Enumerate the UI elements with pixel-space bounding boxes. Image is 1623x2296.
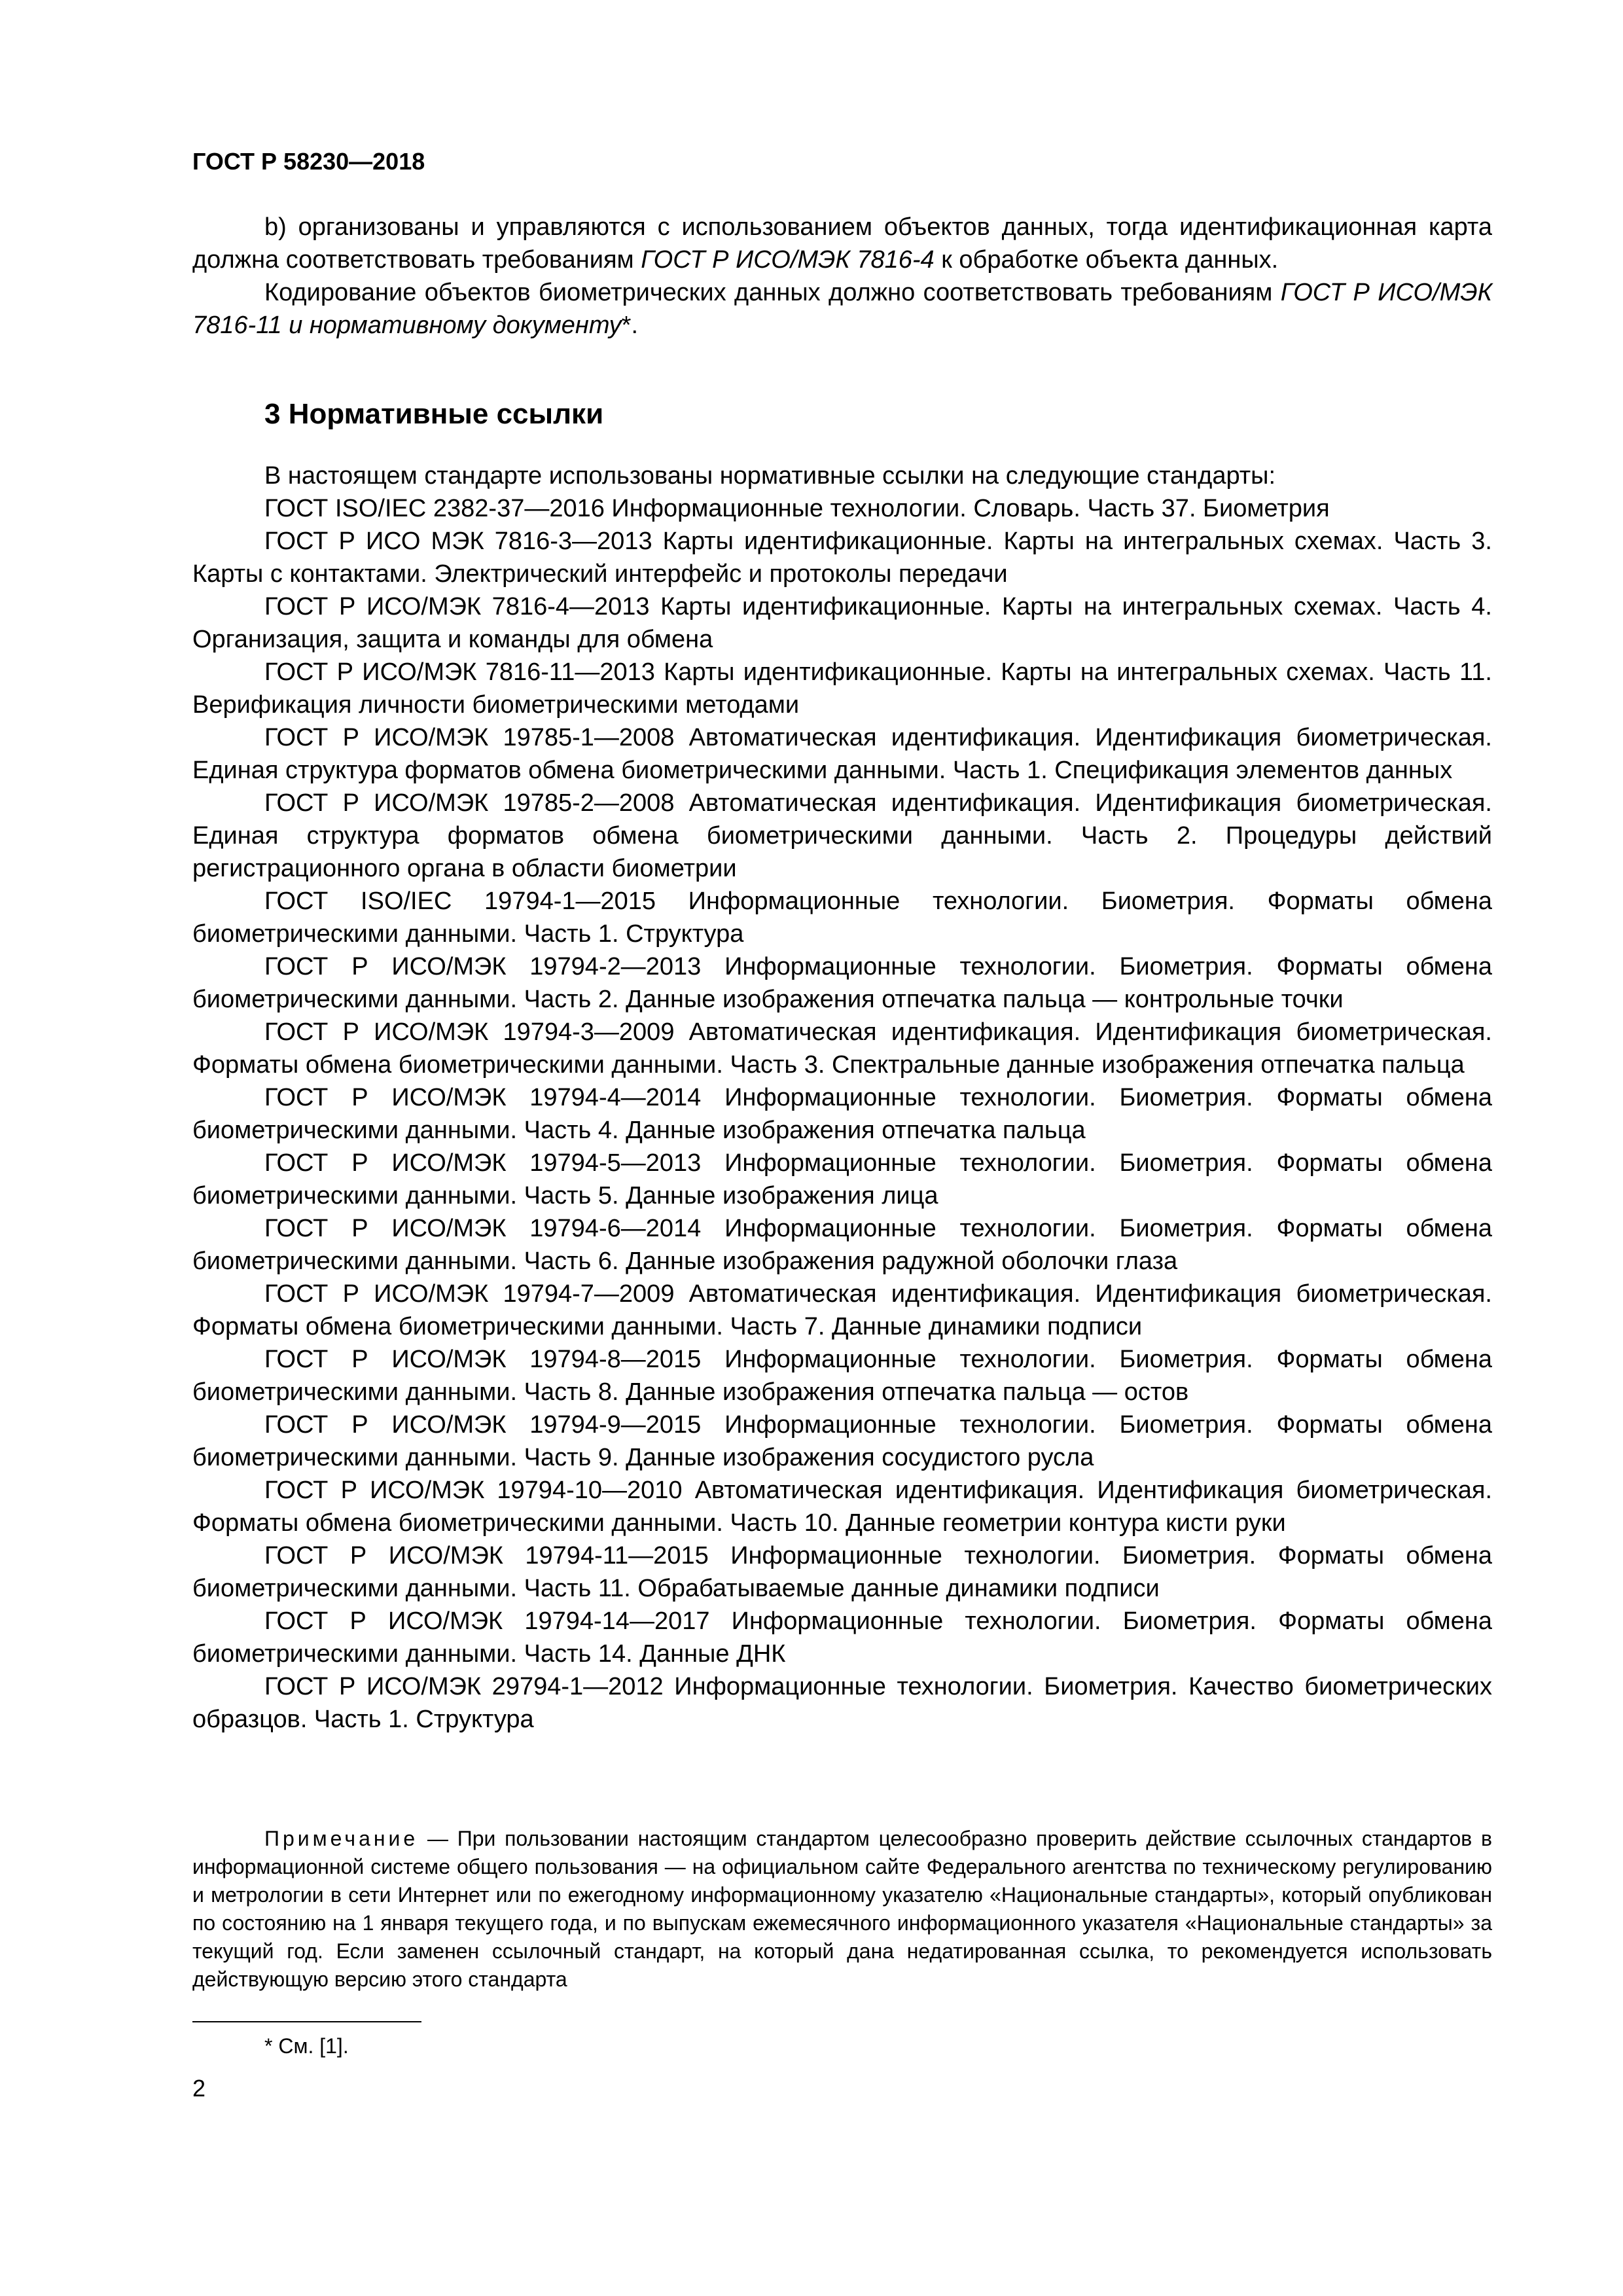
reference-item: ГОСТ Р ИСО/МЭК 19794-4—2014 Информационные технологии. Биометрия. Форматы обмена биометрическими данными. Часть 4. Данные изображения отпечатка пальца — [192, 1084, 1492, 1144]
page-number: 2 — [192, 2075, 206, 2102]
reference-item: ГОСТ Р ИСО/МЭК 19794-9—2015 Информационные технологии. Биометрия. Форматы обмена биометрическими данными. Часть 9. Данные изображения сосудистого русла — [192, 1411, 1492, 1471]
reference-item: ГОСТ Р ИСО/МЭК 19794-8—2015 Информационные технологии. Биометрия. Форматы обмена биометрическими данными. Часть 8. Данные изображения отпечатка пальца — остов — [192, 1346, 1492, 1406]
intro-reference-7816-11: ГОСТ Р ИСО/МЭК 7816-11 и нормативному документу — [192, 279, 1492, 339]
section-title: 3 Нормативные ссылки — [264, 398, 604, 430]
intro-reference-7816-4: ГОСТ Р ИСО/МЭК 7816-4 — [641, 246, 935, 274]
intro-block — [192, 211, 1492, 342]
reference-item: ГОСТ ISO/IEC 2382-37—2016 Информационные технологии. Словарь. Часть 37. Биометрия — [264, 495, 1330, 522]
reference-item: ГОСТ Р ИСО/МЭК 19794-5—2013 Информационные технологии. Биометрия. Форматы обмена биометрическими данными. Часть 5. Данные изображения лица — [192, 1149, 1492, 1210]
reference-item: ГОСТ Р ИСО/МЭК 19794-11—2015 Информационные технологии. Биометрия. Форматы обмена биометрическими данными. Часть 11. Обрабатываемые данные динамики подписи — [192, 1542, 1492, 1602]
reference-item: ГОСТ Р ИСО/МЭК 19794-14—2017 Информационные технологии. Биометрия. Форматы обмена биометрическими данными. Часть 14. Данные ДНК — [192, 1607, 1492, 1668]
reference-item: ГОСТ Р ИСО/МЭК 19794-7—2009 Автоматическая идентификация. Идентификация биометрическая. Форматы обмена биометрическими данными. Часть 7. Данные динамики подписи — [192, 1280, 1492, 1340]
reference-item: ГОСТ Р ИСО/МЭК 19794-2—2013 Информационные технологии. Биометрия. Форматы обмена биометрическими данными. Часть 2. Данные изображения отпечатка пальца — контрольные точки — [192, 953, 1492, 1013]
document-header: ГОСТ Р 58230—2018 — [192, 148, 425, 175]
normative-references — [192, 459, 1492, 1736]
reference-item: ГОСТ Р ИСО/МЭК 19794-3—2009 Автоматическая идентификация. Идентификация биометрическая. Форматы обмена биометрическими данными. Часть 3. Спектральные данные изображения отпечатка пальца — [192, 1018, 1492, 1079]
reference-item: ГОСТ Р ИСО/МЭК 19794-6—2014 Информационные технологии. Биометрия. Форматы обмена биометрическими данными. Часть 6. Данные изображения радужной оболочки глаза — [192, 1215, 1492, 1275]
note-text: — При пользовании настоящим стандартом целесообразно проверить действие ссылочных стандартов в информационной системе общего пользования — на официальном сайте Федерального агентства по техническому регулированию и метрологии в сети Интернет или по ежегодному информационному указателю «Национальные стандарты», который опубликован по состоянию на 1 января текущего года, и по выпускам ежемесячного информационного указателя «Национальные стандарты» за текущий год. Если заменен ссылочный стандарт, на который дана недатированная ссылка, то рекомендуется использовать действующую версию этого стандарта — [192, 1827, 1492, 1991]
footnote-separator — [192, 2021, 421, 2022]
references-list — [192, 492, 1492, 1736]
note-block — [192, 1825, 1492, 1994]
reference-item: ГОСТ Р ИСО/МЭК 7816-11—2013 Карты идентификационные. Карты на интегральных схемах. Часть 11. Верификация личности биометрическими методами — [192, 658, 1492, 719]
intro-paragraph-2: Кодирование объектов биометрических данных должно соответствовать требованиям ГОСТ Р ИСО/МЭК 7816-11 и нормативному документу*. — [192, 279, 1492, 339]
reference-item: ГОСТ Р ИСО/МЭК 7816-4—2013 Карты идентификационные. Карты на интегральных схемах. Часть 4. Организация, защита и команды для обмена — [192, 593, 1492, 653]
reference-item: ГОСТ Р ИСО МЭК 7816-3—2013 Карты идентификационные. Карты на интегральных схемах. Часть 3. Карты с контактами. Электрический интерфейс и протоколы передачи — [192, 528, 1492, 588]
reference-item: ГОСТ Р ИСО/МЭК 19785-2—2008 Автоматическая идентификация. Идентификация биометрическая. Единая структура форматов обмена биометрическими данными. Часть 2. Процедуры действий регистрационного органа в области биометрии — [192, 789, 1492, 882]
footnote: * См. [1]. — [264, 2034, 349, 2058]
reference-item: ГОСТ ISO/IEC 19794-1—2015 Информационные технологии. Биометрия. Форматы обмена биометрическими данными. Часть 1. Структура — [192, 888, 1492, 948]
intro-paragraph-1: b) организованы и управляются с использованием объектов данных, тогда идентификационная карта должна соответствовать требованиям ГОСТ Р ИСО/МЭК 7816-4 к обработке объекта данных. — [192, 213, 1492, 274]
note-label: Примечание — [264, 1827, 419, 1850]
reference-item: ГОСТ Р ИСО/МЭК 19794-10—2010 Автоматическая идентификация. Идентификация биометрическая. Форматы обмена биометрическими данными. Часть 10. Данные геометрии контура кисти руки — [192, 1477, 1492, 1537]
references-lead: В настоящем стандарте использованы нормативные ссылки на следующие стандарты: — [264, 462, 1276, 490]
reference-item: ГОСТ Р ИСО/МЭК 29794-1—2012 Информационные технологии. Биометрия. Качество биометрических образцов. Часть 1. Структура — [192, 1673, 1492, 1733]
reference-item: ГОСТ Р ИСО/МЭК 19785-1—2008 Автоматическая идентификация. Идентификация биометрическая. Единая структура форматов обмена биометрическими данными. Часть 1. Спецификация элементов данных — [192, 724, 1492, 784]
note-paragraph — [192, 1825, 1492, 1994]
